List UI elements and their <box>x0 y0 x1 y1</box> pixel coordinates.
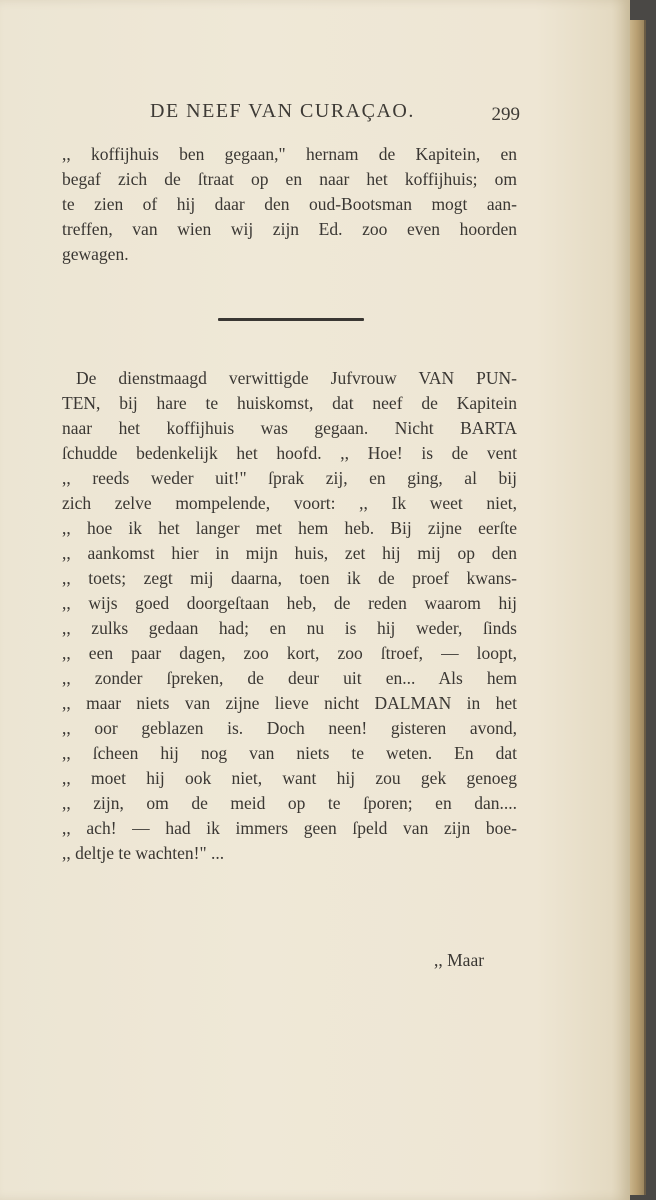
text-line: ,, maar niets van zijne lieve nicht DALMAN in het <box>62 693 517 713</box>
paragraph-2 <box>62 366 517 866</box>
text-line: naar het koffijhuis was gegaan. Nicht BARTA <box>62 418 517 438</box>
section-divider <box>218 318 364 321</box>
text-line: ,, deltje te wachten!" ... <box>62 843 225 863</box>
running-head <box>150 100 520 130</box>
text-line: ,, aankomst hier in mijn huis, zet hij mij op den <box>62 543 517 563</box>
paragraph-1 <box>62 142 517 267</box>
text-line: ,, zulks gedaan had; en nu is hij weder, ſinds <box>62 618 517 638</box>
page-number: 299 <box>491 104 520 125</box>
text-line: ,, hoe ik het langer met hem heb. Bij zijne eerſte <box>62 518 517 538</box>
running-title: DE NEEF VAN CURAÇAO. <box>150 100 415 122</box>
text-line: ſchudde bedenkelijk het hoofd. ,, Hoe! is de vent <box>62 443 517 463</box>
text-line: ,, zijn, om de meid op te ſporen; en dan.... <box>62 793 517 813</box>
catchword: ,, Maar <box>434 950 485 970</box>
text-line: begaf zich de ſtraat op en naar het koffijhuis; om <box>62 169 517 189</box>
text-line: ,, wijs goed doorgeſtaan heb, de reden waarom hij <box>62 593 517 613</box>
text-line: ,, moet hij ook niet, want hij zou gek genoeg <box>62 768 517 788</box>
text-line: ,, ach! — had ik immers geen ſpeld van zijn boe- <box>62 818 517 838</box>
text-line: treffen, van wien wij zijn Ed. zoo even hoorden <box>62 219 517 239</box>
text-line: ,, een paar dagen, zoo kort, zoo ſtroef, — loopt, <box>62 643 517 663</box>
text-line: De dienstmaagd verwittigde Jufvrouw VAN PUN- <box>76 368 517 388</box>
text-line: gewagen. <box>62 244 129 264</box>
text-line: ,, toets; zegt mij daarna, toen ik de proef kwans- <box>62 568 517 588</box>
page-edge <box>630 20 646 1195</box>
text-line: ,, reeds weder uit!" ſprak zij, en ging, al bij <box>62 468 517 488</box>
text-line: ,, ſcheen hij nog van niets te weten. En dat <box>62 743 517 763</box>
text-line: TEN, bij hare te huiskomst, dat neef de Kapitein <box>62 393 517 413</box>
text-line: ,, zonder ſpreken, de deur uit en... Als hem <box>62 668 517 688</box>
text-line: ,, oor geblazen is. Doch neen! gisteren avond, <box>62 718 517 738</box>
text-line: te zien of hij daar den oud-Bootsman mogt aan- <box>62 194 517 214</box>
text-line: ,, koffijhuis ben gegaan," hernam de Kapitein, en <box>62 144 517 164</box>
text-line: zich zelve mompelende, voort: ,, Ik weet niet, <box>62 493 517 513</box>
